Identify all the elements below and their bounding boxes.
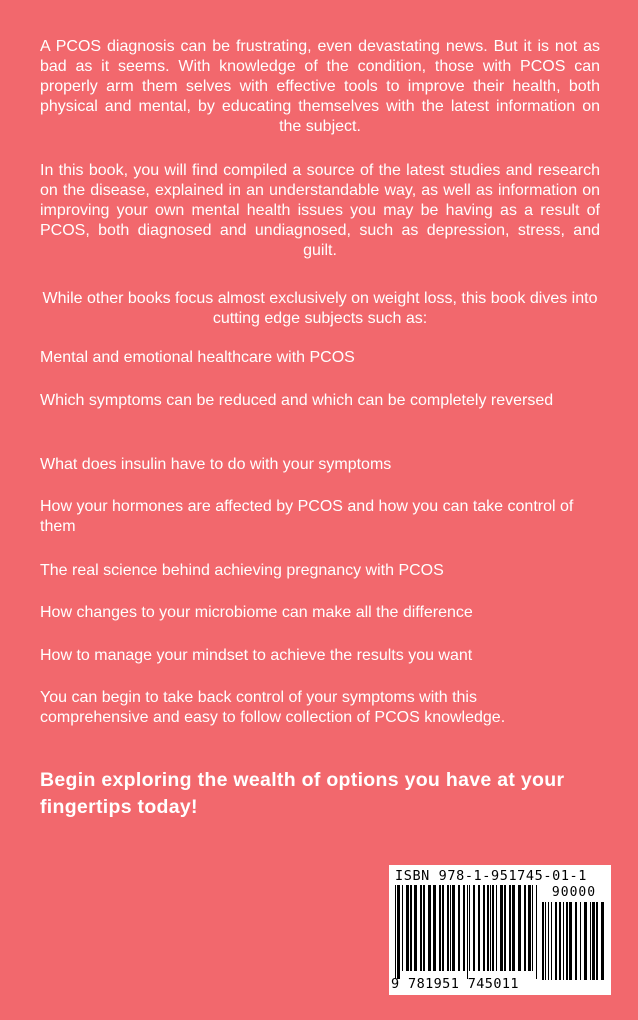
barcode-bar (548, 902, 549, 980)
barcode-bar (428, 885, 431, 971)
barcode-bar (563, 902, 564, 980)
barcode-bar (601, 902, 604, 980)
barcode-bar (452, 885, 455, 971)
barcode-bar (395, 885, 396, 979)
barcode-bar (551, 902, 552, 980)
barcode-bar (590, 902, 591, 980)
closing-paragraph: You can begin to take back control of your symptoms with this comprehensive and easy to follow collection of PCOS knowledge. (40, 689, 506, 726)
barcode-bar (559, 902, 561, 980)
barcode-bar (524, 885, 526, 971)
price-addon-bars (542, 902, 606, 980)
topic-item: How your hormones are affected by PCOS and how you can take control of them (40, 498, 574, 535)
barcode-bar (569, 902, 572, 980)
barcode-bar (406, 885, 409, 971)
barcode-bar (402, 885, 403, 971)
topic-item: How to manage your mindset to achieve the results you want (40, 647, 473, 664)
isbn-barcode (389, 865, 611, 995)
topic-item: Mental and emotional healthcare with PCOS (40, 349, 355, 366)
isbn-label: ISBN 978-1-951745-01-1 (395, 868, 588, 884)
barcode-bar (469, 885, 470, 971)
barcode-bar (512, 885, 515, 971)
barcode-bar (496, 885, 497, 971)
barcode-bar (442, 885, 444, 971)
intro-paragraph-3: While other books focus almost exclusively on weight loss, this book dives into cutting edge subjects such as: (42, 290, 598, 327)
barcode-bar (450, 885, 451, 971)
barcode-bar (463, 885, 465, 971)
barcode-bar (509, 885, 511, 971)
barcode-bar (545, 902, 546, 980)
barcode-bar (439, 885, 441, 971)
intro-paragraph-2: In this book, you will find compiled a source of the latest studies and research on the disease, explained in an understandable way, as well as information on improving your own mental health issues you may be having as a result of PCOS, both diagnosed and undiagnosed, such as depression, stress, and guilt. (40, 162, 600, 259)
barcode-bar (592, 902, 595, 980)
barcode-bar (542, 902, 544, 980)
topic-item: What does insulin have to do with your symptoms (40, 456, 392, 473)
barcode-bar (478, 885, 480, 971)
barcode-bar (566, 902, 568, 980)
barcode-bar (410, 885, 412, 971)
barcode-bar (528, 885, 531, 971)
topic-item: The real science behind achieving pregnancy with PCOS (40, 562, 444, 579)
topic-item: Which symptoms can be reduced and which can be completely reversed (40, 392, 554, 409)
intro-paragraph-1: A PCOS diagnosis can be frustrating, even devastating news. But it is not as bad as it seems. With knowledge of the condition, those with PCOS can properly arm them selves with effective tools to improve their health, both physical and mental, by educating themselves with the latest information on the subject. (40, 38, 600, 135)
barcode-bar (532, 885, 533, 971)
barcode-bar (483, 885, 485, 971)
ean-digits: 9 781951 745011 (391, 976, 519, 992)
barcode-bar (555, 902, 557, 980)
barcode-bar (575, 902, 577, 980)
barcode-bar (458, 885, 460, 971)
barcode-bar (487, 885, 489, 971)
barcode-bar (473, 885, 475, 971)
call-to-action: Begin exploring the wealth of options you have at your fingertips today! (40, 769, 565, 818)
barcode-bar (504, 885, 506, 971)
barcode-bar (596, 902, 598, 980)
ean-barcode-bars (395, 885, 537, 979)
barcode-bar (580, 902, 581, 980)
barcode-bar (423, 885, 425, 971)
barcode-bar (492, 885, 494, 971)
barcode-bar (490, 885, 491, 971)
barcode-bar (518, 885, 521, 971)
barcode-bar (397, 885, 400, 979)
barcode-bar (584, 902, 587, 980)
barcode-bar (447, 885, 449, 971)
barcode-bar (536, 885, 537, 979)
barcode-bar (500, 885, 503, 971)
barcode-bar (433, 885, 436, 971)
barcode-bar (414, 885, 417, 971)
barcode-bar (467, 885, 468, 979)
topic-item: How changes to your microbiome can make all the difference (40, 604, 473, 621)
price-addon-label: 90000 (551, 885, 597, 900)
barcode-bar (420, 885, 422, 971)
